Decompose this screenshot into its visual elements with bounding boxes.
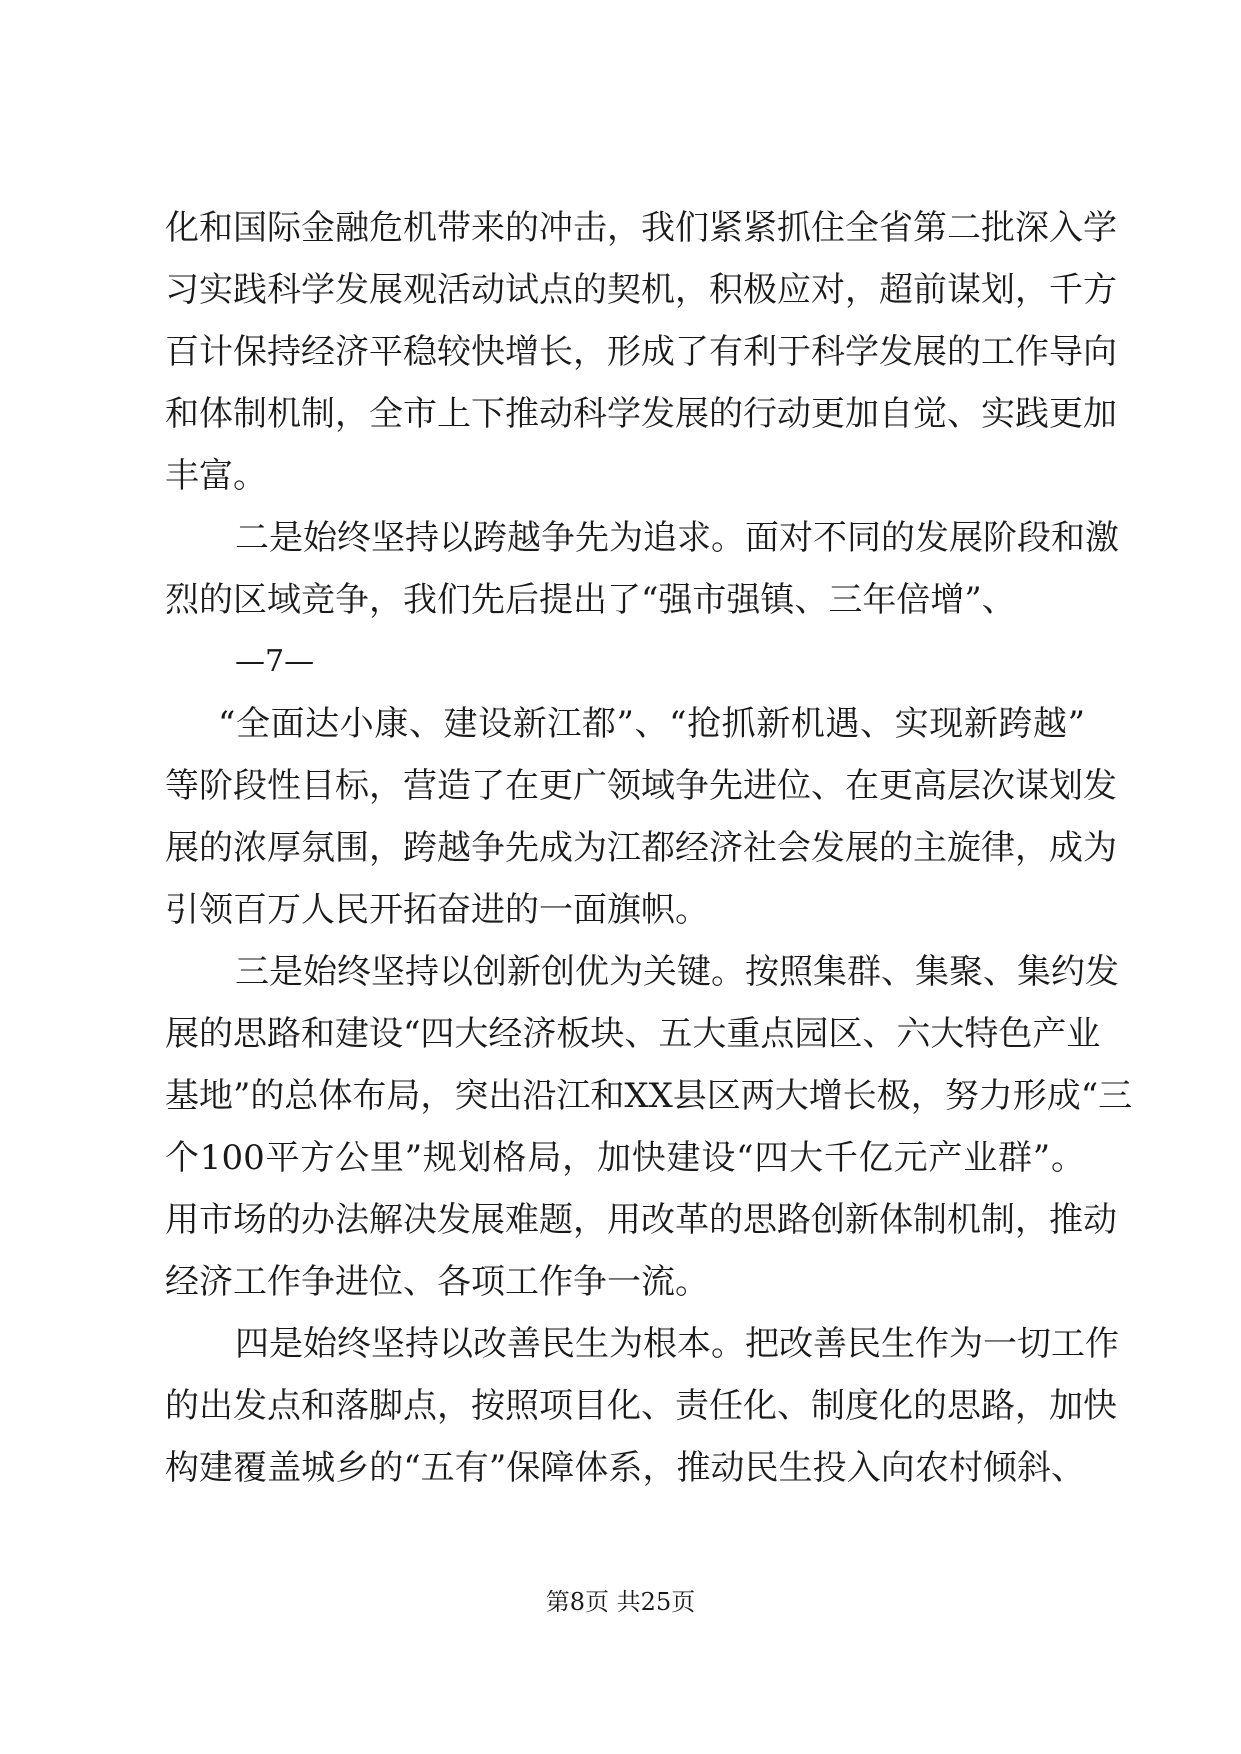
- paragraph-line: 丰富。: [165, 456, 267, 496]
- paragraph-line: 二是始终坚持以跨越争先为追求。面对不同的发展阶段和激: [235, 518, 1119, 558]
- paragraph-line: “全面达小康、建设新江都”、“抢抓新机遇、实现新跨越”: [218, 704, 1085, 744]
- paragraph-line: 和体制机制，全市上下推动科学发展的行动更加自觉、实践更加: [165, 394, 1117, 434]
- paragraph-line: 构建覆盖城乡的“五有”保障体系，推动民生投入向农村倾斜、: [165, 1448, 1085, 1488]
- paragraph-line: 三是始终坚持以创新创优为关键。按照集群、集聚、集约发: [235, 952, 1119, 992]
- paragraph-line: 等阶段性目标，营造了在更广领域争先进位、在更高层次谋划发: [165, 766, 1117, 806]
- inline-page-marker: —7—: [235, 644, 315, 679]
- paragraph-line: 展的浓厚氛围，跨越争先成为江都经济社会发展的主旋律，成为: [165, 828, 1117, 868]
- paragraph-line: 百计保持经济平稳较快增长，形成了有利于科学发展的工作导向: [165, 332, 1117, 372]
- paragraph-line: 引领百万人民开拓奋进的一面旗帜。: [165, 890, 709, 930]
- paragraph-line: 基地”的总体布局，突出沿江和XX县区两大增长极，努力形成“三: [165, 1076, 1133, 1116]
- paragraph-line: 化和国际金融危机带来的冲击，我们紧紧抓住全省第二批深入学: [165, 208, 1117, 248]
- page-footer: 第8页 共25页: [545, 1588, 696, 1616]
- paragraph-line: 四是始终坚持以改善民生为根本。把改善民生作为一切工作: [235, 1324, 1119, 1364]
- paragraph-line: 个100平方公里”规划格局，加快建设“四大千亿元产业群”。: [165, 1138, 1085, 1178]
- paragraph-line: 用市场的办法解决发展难题，用改革的思路创新体制机制，推动: [165, 1200, 1117, 1240]
- paragraph-line: 习实践科学发展观活动试点的契机，积极应对，超前谋划，千方: [165, 270, 1117, 310]
- paragraph-line: 烈的区域竞争，我们先后提出了“强市强镇、三年倍增”、: [165, 580, 1016, 620]
- paragraph-line: 经济工作争进位、各项工作争一流。: [165, 1262, 709, 1302]
- paragraph-line: 展的思路和建设“四大经济板块、五大重点园区、六大特色产业: [165, 1014, 1101, 1054]
- paragraph-line: 的出发点和落脚点，按照项目化、责任化、制度化的思路，加快: [165, 1386, 1117, 1426]
